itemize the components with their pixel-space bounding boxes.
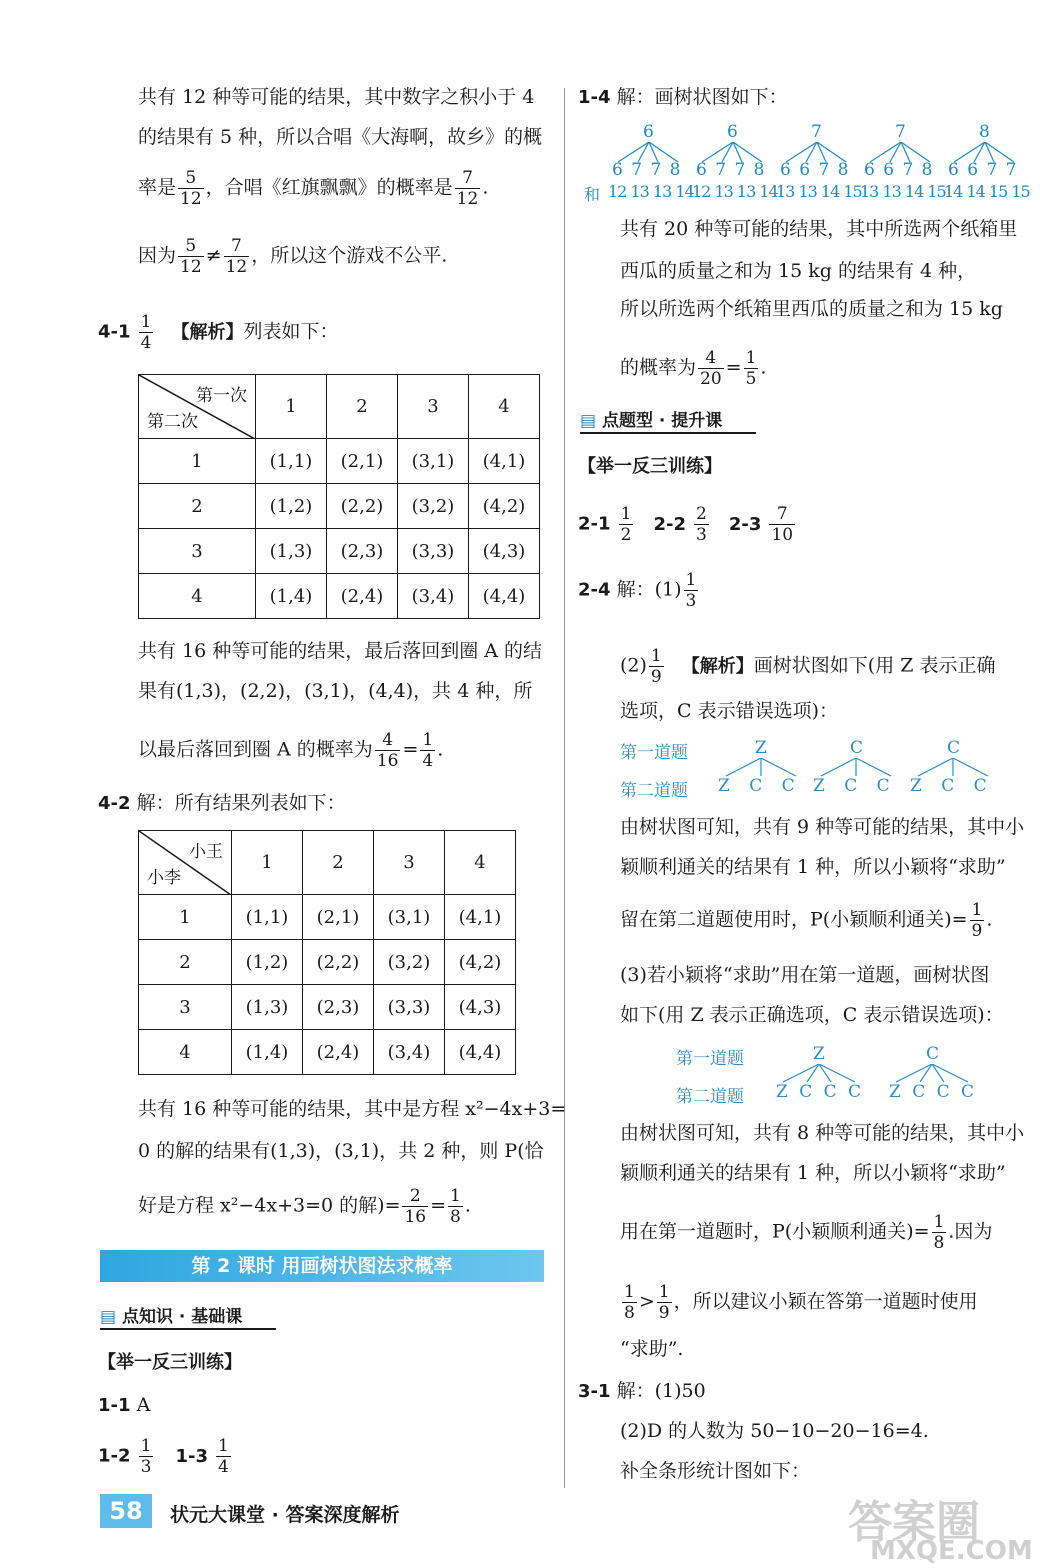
fraction: $\frac{1}{9}$ xyxy=(658,1282,670,1323)
right-text-q24-2: (2) $\frac{1}{9}$ 【解析】画树状图如下(用 Z 表示正确 xyxy=(620,646,996,687)
fraction: $\frac{1}{3}$ xyxy=(140,1436,152,1477)
right-text-15: “求助”. xyxy=(620,1338,684,1360)
fraction: $\frac{1}{8}$ xyxy=(933,1212,945,1253)
right-text-14: $\frac{1}{8}$ > $\frac{1}{9}$ ，所以建议小颖在答第一道题时使用 xyxy=(624,1282,978,1323)
fraction: $\frac{4}{16}$ xyxy=(376,730,399,771)
right-text-1: 共有 20 种等可能的结果，其中所选两个纸箱里 xyxy=(620,218,1018,240)
table-header: 3 xyxy=(398,375,469,439)
fraction: $\frac{1}{5}$ xyxy=(745,348,757,389)
fraction: $\frac{4}{20}$ xyxy=(700,348,722,389)
fraction: $\frac{1}{9}$ xyxy=(650,646,662,687)
column-divider xyxy=(564,88,565,1488)
right-text-16: (2)D 的人数为 50−10−20−16=4. xyxy=(620,1420,929,1442)
section-heading-2: ▤ 点题型 · 提升课 xyxy=(580,411,723,431)
left-text-1: 共有 12 种等可能的结果，其中数字之积小于 4 xyxy=(138,86,535,108)
fraction: $\frac{7}{10}$ xyxy=(771,504,794,545)
fraction: $\frac{5}{12}$ xyxy=(180,236,202,277)
fraction: $\frac{1}{9}$ xyxy=(971,900,983,941)
question-2-1-2-3: 2-1 $\frac{1}{2}$ 2-2 $\frac{2}{3}$ 2-3 $\frac{7}{10}$ xyxy=(578,504,794,545)
table-header: 1 xyxy=(232,831,303,895)
left-text-6: 果有(1,3)，(2,2)，(3,1)，(4,4)，共 4 种，所 xyxy=(138,680,533,702)
table-corner: 第一次 第二次 xyxy=(139,375,256,439)
fraction: $\frac{1}{8}$ xyxy=(450,1186,461,1227)
left-text-3: 率是 $\frac{5}{12}$ ，合唱《红旗飘飘》的概率是 $\frac{7}{12}$ . xyxy=(138,168,489,209)
right-text-11: 由树状图可知，共有 8 种等可能的结果，其中小 xyxy=(620,1122,1025,1144)
left-text-7: 以最后落回到圈 A 的概率为 $\frac{4}{16}$ = $\frac{1}{4}$ . xyxy=(138,730,444,771)
lesson-banner: 第 2 课时 用画树状图法求概率 xyxy=(100,1250,544,1282)
fraction: $\frac{1}{8}$ xyxy=(624,1282,635,1323)
left-text-4: 因为 $\frac{5}{12}$ ≠ $\frac{7}{12}$ ，所以这个游戏不公平. xyxy=(138,236,448,277)
table-row: 1 (1,1) (2,1) (3,1) (4,1) xyxy=(139,895,516,940)
page-number: 58 xyxy=(100,1494,152,1528)
table-row: 1 (1,1) (2,1) (3,1) (4,1) xyxy=(139,439,540,484)
table-header: 1 xyxy=(256,375,327,439)
right-text-12: 颖顺利通关的结果有 1 种，所以小颖将“求助” xyxy=(620,1162,1006,1184)
right-text-17: 补全条形统计图如下： xyxy=(620,1460,811,1482)
table-row: 4 (1,4) (2,4) (3,4) (4,4) xyxy=(139,574,540,619)
question-4-2: 4-2 解：所有结果列表如下： xyxy=(98,792,346,814)
right-text-5: 选项，C 表示错误选项)： xyxy=(620,700,838,722)
question-3-1: 3-1 解：(1)50 xyxy=(578,1380,706,1402)
right-text-3: 所以所选两个纸箱里西瓜的质量之和为 15 kg xyxy=(620,298,1003,320)
table-row: 2 (1,2) (2,2) (3,2) (4,2) xyxy=(139,940,516,985)
right-text-2: 西瓜的质量之和为 15 kg 的结果有 4 种， xyxy=(620,260,977,282)
table-header: 4 xyxy=(469,375,540,439)
left-text-10: 好是方程 x²−4x+3=0 的解)= $\frac{2}{16}$ = $\frac{1}{8}$ . xyxy=(138,1186,471,1227)
fraction: $\frac{2}{3}$ xyxy=(696,504,707,545)
right-text-7: 颖顺利通关的结果有 1 种，所以小颖将“求助” xyxy=(620,856,1006,878)
fraction: $\frac{5}{12}$ xyxy=(180,168,202,209)
book-icon: ▤ xyxy=(100,1307,117,1327)
table-4-1 xyxy=(138,374,540,619)
table-row: 2 (1,2) (2,2) (3,2) (4,2) xyxy=(139,484,540,529)
right-text-8: 留在第二道题使用时，P(小颖顺利通关)= $\frac{1}{9}$ . xyxy=(620,900,993,941)
tree-branches xyxy=(710,758,1010,778)
right-text-4: 的概率为 $\frac{4}{20}$ = $\frac{1}{5}$ . xyxy=(620,348,767,389)
right-text-6: 由树状图可知，共有 9 种等可能的结果，其中小 xyxy=(620,816,1025,838)
right-text-9: (3)若小颖将“求助”用在第一道题，画树状图 xyxy=(620,964,990,986)
table-header: 2 xyxy=(303,831,374,895)
fraction: $\frac{1}{3}$ xyxy=(685,570,697,611)
footer-title: 状元大课堂 · 答案深度解析 xyxy=(170,1504,400,1526)
fraction: $\frac{1}{4}$ xyxy=(218,1436,229,1477)
left-text-8: 共有 16 种等可能的结果，其中是方程 x²−4x+3= xyxy=(138,1098,567,1120)
question-1-2-1-3: 1-2 $\frac{1}{3}$ 1-3 $\frac{1}{4}$ xyxy=(98,1436,229,1477)
table-row: 4 (1,4) (2,4) (3,4) (4,4) xyxy=(139,1030,516,1075)
question-1-1: 1-1 A xyxy=(98,1394,151,1416)
right-text-13: 用在第一道题时，P(小颖顺利通关)= $\frac{1}{8}$ .因为 xyxy=(620,1212,993,1253)
left-text-9: 0 的解的结果有(1,3)，(3,1)，共 2 种，则 P(恰 xyxy=(138,1140,544,1162)
left-text-5: 共有 16 种等可能的结果，最后落回到圈 A 的结 xyxy=(138,640,543,662)
table-header: 2 xyxy=(327,375,398,439)
table-4-2 xyxy=(138,830,516,1075)
fraction: $\frac{1}{2}$ xyxy=(620,504,632,545)
table-row: 3 (1,3) (2,3) (3,3) (4,3) xyxy=(139,529,540,574)
section-underline xyxy=(580,432,756,434)
question-1-4: 1-4 解：画树状图如下： xyxy=(578,86,788,108)
fraction: $\frac{7}{12}$ xyxy=(456,168,479,209)
table-header: 3 xyxy=(374,831,445,895)
right-text-10: 如下(用 Z 表示正确选项，C 表示错误选项)： xyxy=(620,1004,1004,1026)
practice-heading: 【举一反三训练】 xyxy=(98,1352,242,1373)
fraction: $\frac{7}{12}$ xyxy=(225,236,248,277)
section-underline xyxy=(100,1328,276,1330)
left-text-2: 的结果有 5 种，所以合唱《大海啊，故乡》的概 xyxy=(138,126,543,148)
table-corner: 小王 小李 xyxy=(139,831,232,895)
table-header: 4 xyxy=(445,831,516,895)
question-2-4: 2-4 解：(1) $\frac{1}{3}$ xyxy=(578,570,697,611)
fraction: $\frac{1}{4}$ xyxy=(140,312,152,353)
fraction: $\frac{1}{4}$ xyxy=(422,730,434,771)
watermark: 答案圈 xyxy=(848,1497,980,1548)
question-4-1: 4-1 $\frac{1}{4}$ 【解析】列表如下： xyxy=(98,312,339,353)
fraction: $\frac{2}{16}$ xyxy=(404,1186,427,1227)
tree-branches xyxy=(770,1064,1010,1084)
clipboard-icon: ▤ xyxy=(580,411,597,431)
table-row: 3 (1,3) (2,3) (3,3) (4,3) xyxy=(139,985,516,1030)
watermark-url: MXQE.COM xyxy=(870,1536,1033,1566)
section-heading: ▤ 点知识 · 基础课 xyxy=(100,1307,243,1327)
practice-heading-2: 【举一反三训练】 xyxy=(578,456,722,477)
